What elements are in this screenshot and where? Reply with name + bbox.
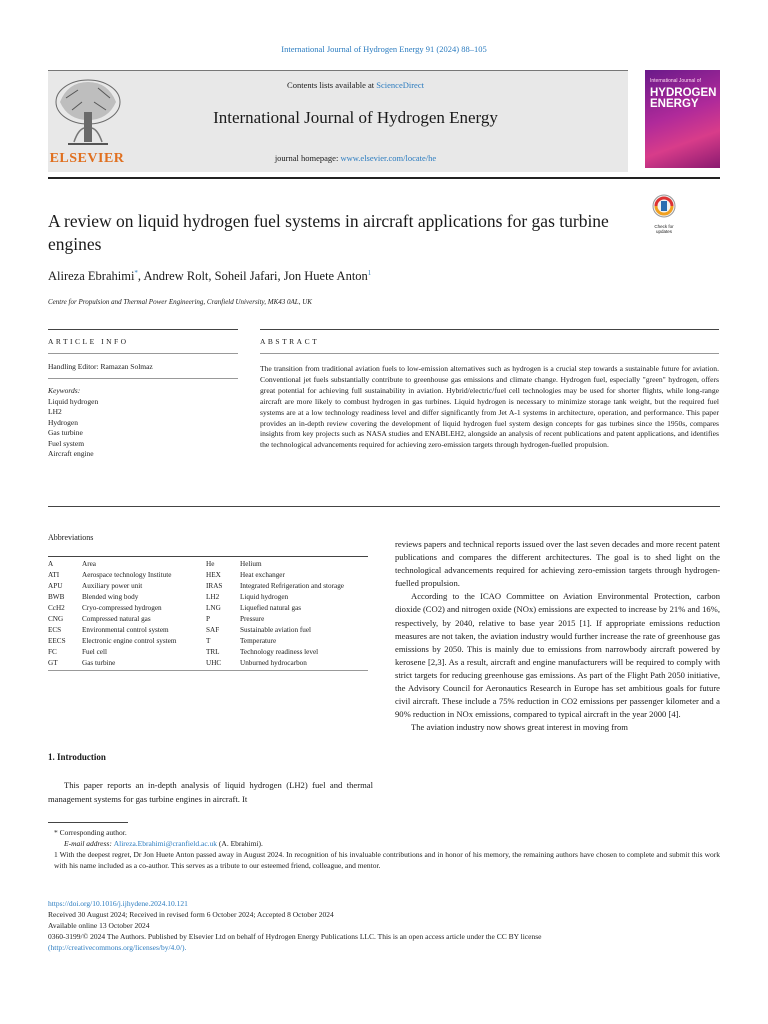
publication-info: [48, 898, 720, 953]
affiliation: Centre for Propulsion and Thermal Power Engineering, Cranfield University, MK43 0AL, UK: [48, 298, 312, 306]
abbreviation-term: GT: [48, 659, 58, 667]
abbreviation-term: SAF: [206, 626, 220, 634]
abstract-subrule: [260, 353, 719, 354]
intro-paragraph-1: This paper reports an in-depth analysis of liquid hydrogen (LH2) fuel and thermal management systems for gas turbine engines in aircraft. It: [48, 780, 373, 804]
abbreviation-row: [48, 582, 368, 593]
footnote-1: 1 With the deepest regret, Dr Jon Huete Anton passed away in August 2024. In recognition of his invaluable contributions and in honor of his memory, the remaining authors have chosen to complete and submit this work with his name included as a co-author. This serves as a tribute to our esteemed friend, colleague, and mentor.: [54, 850, 720, 870]
cover-subtitle: International Journal of: [650, 78, 701, 84]
email-link[interactable]: Alireza.Ebrahimi@cranfield.ac.uk: [113, 839, 218, 848]
abbreviation-definition: Helium: [240, 560, 262, 568]
journal-homepage-line: [128, 153, 583, 163]
abbreviation-definition: Aerospace technology Institute: [82, 571, 172, 579]
keyword: LH2: [48, 407, 62, 416]
abbreviation-term: FC: [48, 648, 57, 656]
abbreviation-term: LH2: [206, 593, 220, 601]
cover-title-line2: ENERGY: [650, 98, 699, 110]
journal-reference[interactable]: International Journal of Hydrogen Energy 91 (2024) 88–105: [281, 44, 487, 54]
abbreviations-title: Abbreviations: [48, 533, 94, 542]
abbreviation-definition: Liquid hydrogen: [240, 593, 289, 601]
abbreviation-definition: Technology readiness level: [240, 648, 319, 656]
abbreviation-definition: Sustainable aviation fuel: [240, 626, 312, 634]
journal-name: International Journal of Hydrogen Energy: [213, 108, 498, 127]
abbreviation-row: [48, 648, 368, 659]
right-paragraph-2: According to the ICAO Committee on Aviation Environmental Protection, carbon dioxide (CO2) and nitrogen oxide (NOx) emissions are expected to increase by 21% and 16%, respectively, by 2040, relative to base year 2015 [1]. If appropriate emissions reduction measures are not taken, the aviation industry would further increase the rate of greenhouse gas emissions by 2050. This is mainly due to emissions from narrowbody aircraft powered by kerosene [2,3]. As a result, aircraft and engine manufacturers will be required to comply with strict targets for reducing greenhouse gas emissions. As part of the Flight Path 2050 initiative, the Advisory Council for Aeronautics Research in Europe has set ambitious goals for future civil aircraft. These include a 75% reduction in CO2 emissions per passenger kilometer and a 90% reduction in NOx emissions, compared to typical aircraft in the year 2000 [4].: [395, 591, 720, 720]
section-heading-introduction: 1. Introduction: [48, 752, 106, 762]
abbreviation-definition: Auxiliary power unit: [82, 582, 143, 590]
abbreviation-row: [48, 604, 368, 615]
cover-title: [650, 88, 718, 110]
homepage-link[interactable]: www.elsevier.com/locate/he: [340, 153, 437, 163]
publisher-logo-text: ELSEVIER: [49, 151, 125, 166]
abbreviation-term: T: [206, 637, 211, 645]
abbreviation-definition: Gas turbine: [82, 659, 116, 667]
author-mark[interactable]: 1: [367, 269, 372, 277]
keyword: Gas turbine: [48, 428, 83, 437]
abbreviations-top-rule: [48, 556, 368, 557]
footnotes: [48, 827, 720, 871]
right-column-text: [395, 538, 720, 734]
abbreviation-row: [48, 571, 368, 582]
abbreviation-term: P: [206, 615, 210, 623]
abstract-text: The transition from traditional aviation fuels to low-emission alternatives such as hydrogen is a crucial step towards a sustainable future for aviation. Conventional jet fuels substantially contribute to greenhouse gas emissions and climate change. Hydrogen fuel, especially "green" hydrogen, offers great potential for achieving full sustainability in aviation. Hybrid/electric/fuel cell technologies may be used for shorter flights, while long-range aircraft are more likely to combust hydrogen in gas turbines. Liquid hydrogen is necessary to minimize storage tank weight, but the required fuel systems are at a low technology readiness level and differ significantly from Jet A-1 systems in architecture, operation, and performance. This paper provides an in-depth review covering the development of liquid hydrogen fuel system design concepts for gas turbines since the 1950s, compares insights from key projects such as NASA studies and ENABLEH2, alongside an analysis of recent publications and patent applications, and identifies the technological advancements required for achieving zero-emission targets through hydrogen-fuelled propulsion.: [260, 364, 719, 450]
online-date: Available online 13 October 2024: [48, 921, 150, 930]
footnote-email: [48, 838, 720, 849]
abbreviation-definition: Heat exchanger: [240, 571, 285, 579]
abbreviation-row: [48, 626, 368, 637]
abbreviation-definition: Environmental control system: [82, 626, 169, 634]
abbreviation-definition: Blended wing body: [82, 593, 139, 601]
article-info-subrule: [48, 353, 238, 354]
abbreviation-term: TRL: [206, 648, 220, 656]
license-link[interactable]: (http://creativecommons.org/licenses/by/4.0/).: [48, 943, 187, 952]
abbreviation-term: IRAS: [206, 582, 223, 590]
right-paragraph-1: reviews papers and technical reports issued over the last seven decades and more recent patent publications and compares the different architectures. The goal is to shed light on the technological advancements required for achieving zero-emission targets through hydrogen-fuelled propulsion.: [395, 539, 720, 589]
header-rule: [48, 177, 720, 179]
abbreviation-term: ECS: [48, 626, 62, 634]
copyright-line: 0360-3199/© 2024 The Authors. Published by Elsevier Ltd on behalf of Hydrogen Energy Publications LLC. This is an open access article under the CC BY license: [48, 932, 542, 941]
abbreviation-definition: Compressed natural gas: [82, 615, 151, 623]
abbreviation-row: [48, 593, 368, 604]
abbreviation-definition: Cryo-compressed hydrogen: [82, 604, 162, 612]
handling-editor: Handling Editor: Ramazan Solmaz: [48, 362, 153, 371]
article-info-heading: ARTICLE INFO: [48, 337, 129, 346]
author-name[interactable]: Alireza Ebrahimi: [48, 269, 135, 284]
abbreviation-term: APU: [48, 582, 63, 590]
received-dates: Received 30 August 2024; Received in revised form 6 October 2024; Accepted 8 October 2024: [48, 910, 334, 919]
abbreviation-row: [48, 659, 368, 670]
abbreviation-term: CNG: [48, 615, 64, 623]
abbreviation-row: [48, 615, 368, 626]
abbreviation-definition: Pressure: [240, 615, 265, 623]
abbreviation-term: CcH2: [48, 604, 65, 612]
abbreviation-row: [48, 637, 368, 648]
abbreviation-row: [48, 560, 368, 571]
abbreviation-term: He: [206, 560, 215, 568]
contents-line: [128, 80, 583, 90]
abbreviation-term: ATI: [48, 571, 60, 579]
sciencedirect-link[interactable]: ScienceDirect: [376, 80, 424, 90]
homepage-prefix: journal homepage:: [274, 153, 341, 163]
abbreviation-term: EECS: [48, 637, 66, 645]
abbreviations-table-wrap: [48, 556, 368, 671]
abbreviation-term: BWB: [48, 593, 65, 601]
abbreviation-definition: Liquefied natural gas: [240, 604, 302, 612]
keyword: Liquid hydrogen: [48, 396, 99, 406]
journal-cover-image[interactable]: [645, 70, 720, 168]
contents-prefix: Contents lists available at: [287, 80, 377, 90]
keyword: Aircraft engine: [48, 449, 94, 458]
abbreviation-term: LNG: [206, 604, 221, 612]
abbreviation-definition: Integrated Refrigeration and storage: [240, 582, 344, 590]
keyword: Hydrogen: [48, 417, 78, 427]
article-title: A review on liquid hydrogen fuel systems in aircraft applications for gas turbine engines: [48, 211, 609, 254]
abstract-heading: ABSTRACT: [260, 337, 320, 346]
abbreviations-table: [48, 560, 368, 670]
author-name[interactable]: Andrew Rolt: [143, 269, 209, 284]
email-label: E-mail address:: [64, 839, 114, 848]
check-for-updates-badge[interactable]: [647, 193, 681, 233]
author-name[interactable]: Soheil Jafari: [214, 269, 278, 284]
abbreviation-definition: Fuel cell: [82, 648, 107, 656]
author-list: Alireza Ebrahimi*, Andrew Rolt, Soheil Jafari, Jon Huete Anton$^1$: [48, 269, 372, 284]
cover-title-line1: HYDROGEN: [650, 87, 717, 99]
right-paragraph-3: The aviation industry now shows great interest in moving from: [411, 722, 628, 733]
abbreviation-definition: Area: [82, 560, 96, 568]
abbreviation-definition: Temperature: [240, 637, 277, 645]
abbreviation-term: HEX: [206, 571, 221, 579]
check-for-updates-icon: [647, 193, 681, 219]
check-for-updates-label: Check for updates: [654, 224, 674, 234]
doi-link[interactable]: https://doi.org/10.1016/j.ijhydene.2024.10.121: [48, 899, 188, 908]
keywords-label: Keywords:: [48, 386, 81, 395]
abbreviation-term: UHC: [206, 659, 222, 667]
author-mark[interactable]: *: [134, 269, 138, 277]
abbreviation-definition: Unburned hydrocarbon: [240, 659, 307, 667]
footnote-rule: [48, 822, 128, 823]
footnote-corresponding: * Corresponding author.: [54, 828, 127, 837]
abbreviations-bottom-rule: [48, 670, 368, 671]
keywords-rule: [48, 378, 238, 379]
keyword: Fuel system: [48, 438, 85, 448]
email-suffix: (A. Ebrahimi).: [217, 839, 263, 848]
abbreviation-term: A: [48, 560, 54, 568]
author-name[interactable]: Jon Huete Anton: [283, 269, 368, 284]
article-info-rule: [48, 329, 238, 330]
abstract-bottom-rule: [48, 506, 720, 507]
abstract-rule: [260, 329, 719, 330]
keywords-block: [48, 386, 238, 460]
intro-paragraph: [48, 779, 373, 806]
abbreviation-definition: Electronic engine control system: [82, 637, 177, 645]
